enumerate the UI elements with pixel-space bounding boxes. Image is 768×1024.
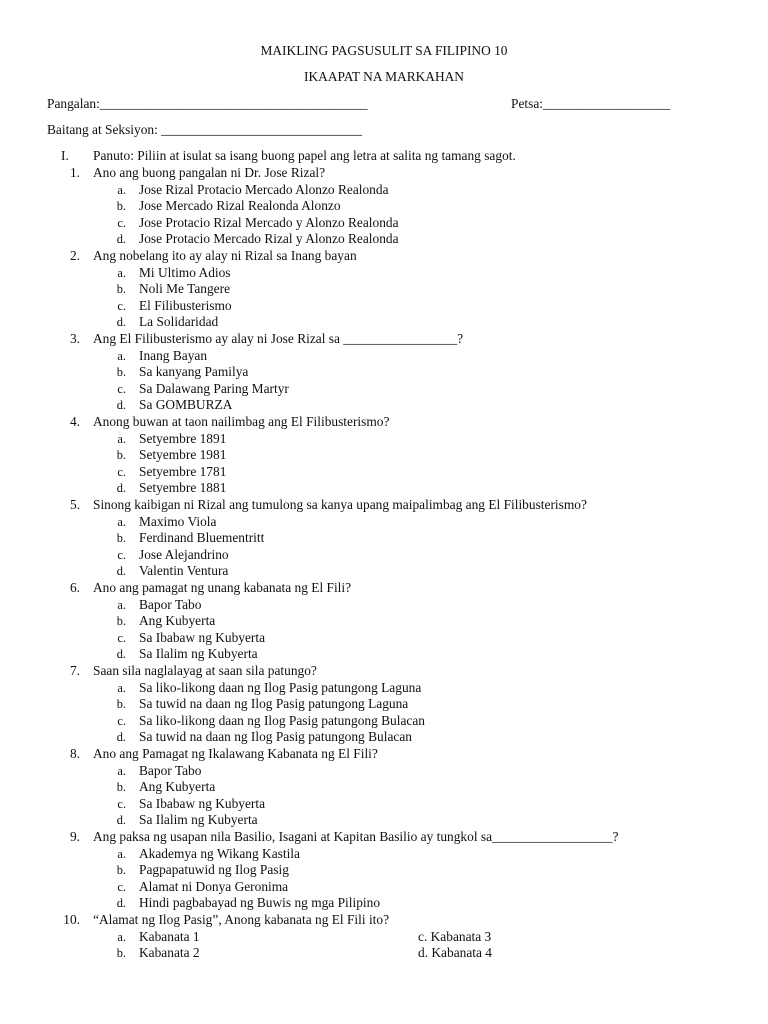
option-text: Hindi pagbabayad ng Buwis ng mga Pilipino bbox=[139, 895, 381, 911]
option-text: Bapor Tabo bbox=[139, 762, 202, 778]
option-text: Sa Ibabaw ng Kubyerta bbox=[139, 629, 266, 645]
option-letter: c. bbox=[117, 713, 126, 728]
option-letter: b. bbox=[116, 697, 126, 712]
question-number: 1. bbox=[69, 165, 80, 180]
option-text: Sa liko-likong daan ng Ilog Pasig patungong Bulacan bbox=[139, 712, 425, 728]
date-field: Petsa:___________________ bbox=[511, 96, 671, 111]
option-text: Akademya ng Wikang Kastila bbox=[139, 845, 300, 861]
option-text: Ferdinand Bluementritt bbox=[139, 530, 265, 546]
question-text: Ano ang buong pangalan ni Dr. Jose Rizal? bbox=[93, 165, 326, 180]
option-text: Pagpapatuwid ng Ilog Pasig bbox=[139, 862, 289, 878]
question-number: 8. bbox=[69, 746, 80, 761]
option-letter: d. bbox=[116, 564, 126, 579]
option-letter: d. bbox=[116, 398, 126, 413]
option-text: Sa tuwid na daan ng Ilog Pasig patungong Laguna bbox=[139, 696, 409, 712]
question-text: Ano ang pamagat ng unang kabanata ng El Fili? bbox=[93, 580, 352, 595]
question-number: 3. bbox=[69, 331, 80, 346]
question-text: Ano ang Pamagat ng Ikalawang Kabanata ng El Fili? bbox=[93, 746, 378, 761]
name-field: Pangalan:________________________________________ bbox=[47, 96, 368, 111]
option-text: Ang Kubyerta bbox=[139, 613, 216, 629]
option-letter: a. bbox=[117, 182, 126, 197]
option-text: Noli Me Tangere bbox=[139, 281, 231, 297]
option-text: Jose Rizal Protacio Mercado Alonzo Realonda bbox=[139, 181, 389, 197]
question-text: Anong buwan at taon nailimbag ang El Filibusterismo? bbox=[93, 414, 390, 429]
instructions-text: Panuto: Piliin at isulat sa isang buong papel ang letra at salita ng tamang sagot. bbox=[93, 148, 516, 163]
option-text: Setyembre 1981 bbox=[139, 447, 227, 463]
option-letter: d. bbox=[116, 232, 126, 247]
option-text: Sa Dalawang Paring Martyr bbox=[139, 380, 289, 396]
option-text: Alamat ni Donya Geronima bbox=[139, 878, 289, 894]
option-letter: d. bbox=[116, 813, 126, 828]
option-text: Kabanata 1 bbox=[139, 928, 200, 944]
page-title: MAIKLING PAGSUSULIT SA FILIPINO 10 bbox=[260, 43, 508, 58]
option-text: Setyembre 1781 bbox=[139, 463, 227, 479]
option-letter: b. bbox=[116, 365, 126, 380]
option-letter: c. bbox=[117, 381, 126, 396]
option-letter: d. bbox=[116, 481, 126, 496]
option-text: Jose Mercado Rizal Realonda Alonzo bbox=[139, 198, 341, 214]
option-letter: a. bbox=[117, 680, 126, 695]
question-number: 5. bbox=[69, 497, 80, 512]
option-text: Setyembre 1881 bbox=[139, 480, 227, 496]
section-field: Baitang at Seksiyon: ______________________________ bbox=[47, 122, 363, 137]
option-letter: b. bbox=[116, 863, 126, 878]
option-text: Jose Alejandrino bbox=[139, 546, 229, 562]
option-text: Bapor Tabo bbox=[139, 596, 202, 612]
question-text: Ang nobelang ito ay alay ni Rizal sa Inang bayan bbox=[93, 248, 357, 263]
option-letter: a. bbox=[117, 929, 126, 944]
option-text: Ang Kubyerta bbox=[139, 779, 216, 795]
option-text: Jose Protacio Mercado Rizal y Alonzo Realonda bbox=[139, 231, 399, 247]
option-text: Sa Ilalim ng Kubyerta bbox=[139, 812, 258, 828]
option-letter: a. bbox=[117, 597, 126, 612]
option-text: Setyembre 1891 bbox=[139, 430, 227, 446]
option-letter: c. bbox=[117, 630, 126, 645]
option-letter: d. bbox=[116, 315, 126, 330]
option-letter: a. bbox=[117, 763, 126, 778]
option-letter: d. bbox=[116, 647, 126, 662]
option-letter: c. bbox=[117, 796, 126, 811]
option-letter: b. bbox=[116, 946, 126, 961]
option-letter: b. bbox=[116, 780, 126, 795]
question-number: 2. bbox=[69, 248, 80, 263]
question-text: “Alamat ng Ilog Pasig”, Anong kabanata ng El Fili ito? bbox=[93, 912, 390, 927]
question-number: 6. bbox=[69, 580, 80, 595]
option-text: c. Kabanata 3 bbox=[418, 928, 492, 944]
option-text: El Filibusterismo bbox=[139, 297, 232, 313]
option-text: Sa tuwid na daan ng Ilog Pasig patungong Bulacan bbox=[139, 729, 412, 745]
question-number: 7. bbox=[69, 663, 80, 678]
question-number: 10. bbox=[63, 912, 80, 927]
option-letter: d. bbox=[116, 896, 126, 911]
option-text: Mi Ultimo Adios bbox=[139, 264, 231, 280]
option-letter: b. bbox=[116, 531, 126, 546]
question-text: Sinong kaibigan ni Rizal ang tumulong sa kanya upang maipalimbag ang El Filibusterismo? bbox=[93, 497, 587, 512]
option-letter: c. bbox=[117, 215, 126, 230]
option-text: Sa Ibabaw ng Kubyerta bbox=[139, 795, 266, 811]
option-letter: b. bbox=[116, 614, 126, 629]
option-letter: a. bbox=[117, 846, 126, 861]
question-number: 9. bbox=[69, 829, 80, 844]
option-text: Maximo Viola bbox=[139, 513, 217, 529]
instructions-numeral: I. bbox=[61, 148, 69, 163]
option-letter: b. bbox=[116, 282, 126, 297]
option-letter: c. bbox=[117, 298, 126, 313]
option-letter: a. bbox=[117, 348, 126, 363]
option-text: Sa Ilalim ng Kubyerta bbox=[139, 646, 258, 662]
option-text: Inang Bayan bbox=[139, 347, 208, 363]
question-text: Saan sila naglalayag at saan sila patungo? bbox=[93, 663, 317, 678]
option-text: Jose Protacio Rizal Mercado y Alonzo Realonda bbox=[139, 214, 399, 230]
option-text: d. Kabanata 4 bbox=[418, 945, 492, 961]
option-text: Sa kanyang Pamilya bbox=[139, 364, 249, 380]
option-letter: a. bbox=[117, 265, 126, 280]
option-letter: c. bbox=[117, 879, 126, 894]
question-text: Ang paksa ng usapan nila Basilio, Isagani at Kapitan Basilio ay tungkol sa__________________? bbox=[93, 829, 619, 844]
option-letter: a. bbox=[117, 514, 126, 529]
question-number: 4. bbox=[69, 414, 80, 429]
option-text: Kabanata 2 bbox=[139, 945, 200, 961]
option-text: La Solidaridad bbox=[139, 314, 219, 330]
option-text: Sa GOMBURZA bbox=[139, 397, 233, 413]
option-letter: c. bbox=[117, 464, 126, 479]
option-letter: b. bbox=[116, 199, 126, 214]
question-text: Ang El Filibusterismo ay alay ni Jose Rizal sa _________________? bbox=[93, 331, 464, 346]
option-text: Sa liko-likong daan ng Ilog Pasig patungong Laguna bbox=[139, 679, 422, 695]
option-letter: a. bbox=[117, 431, 126, 446]
option-letter: b. bbox=[116, 448, 126, 463]
option-letter: d. bbox=[116, 730, 126, 745]
option-text: Valentin Ventura bbox=[139, 563, 229, 579]
page-subtitle: IKAAPAT NA MARKAHAN bbox=[304, 69, 464, 84]
option-letter: c. bbox=[117, 547, 126, 562]
